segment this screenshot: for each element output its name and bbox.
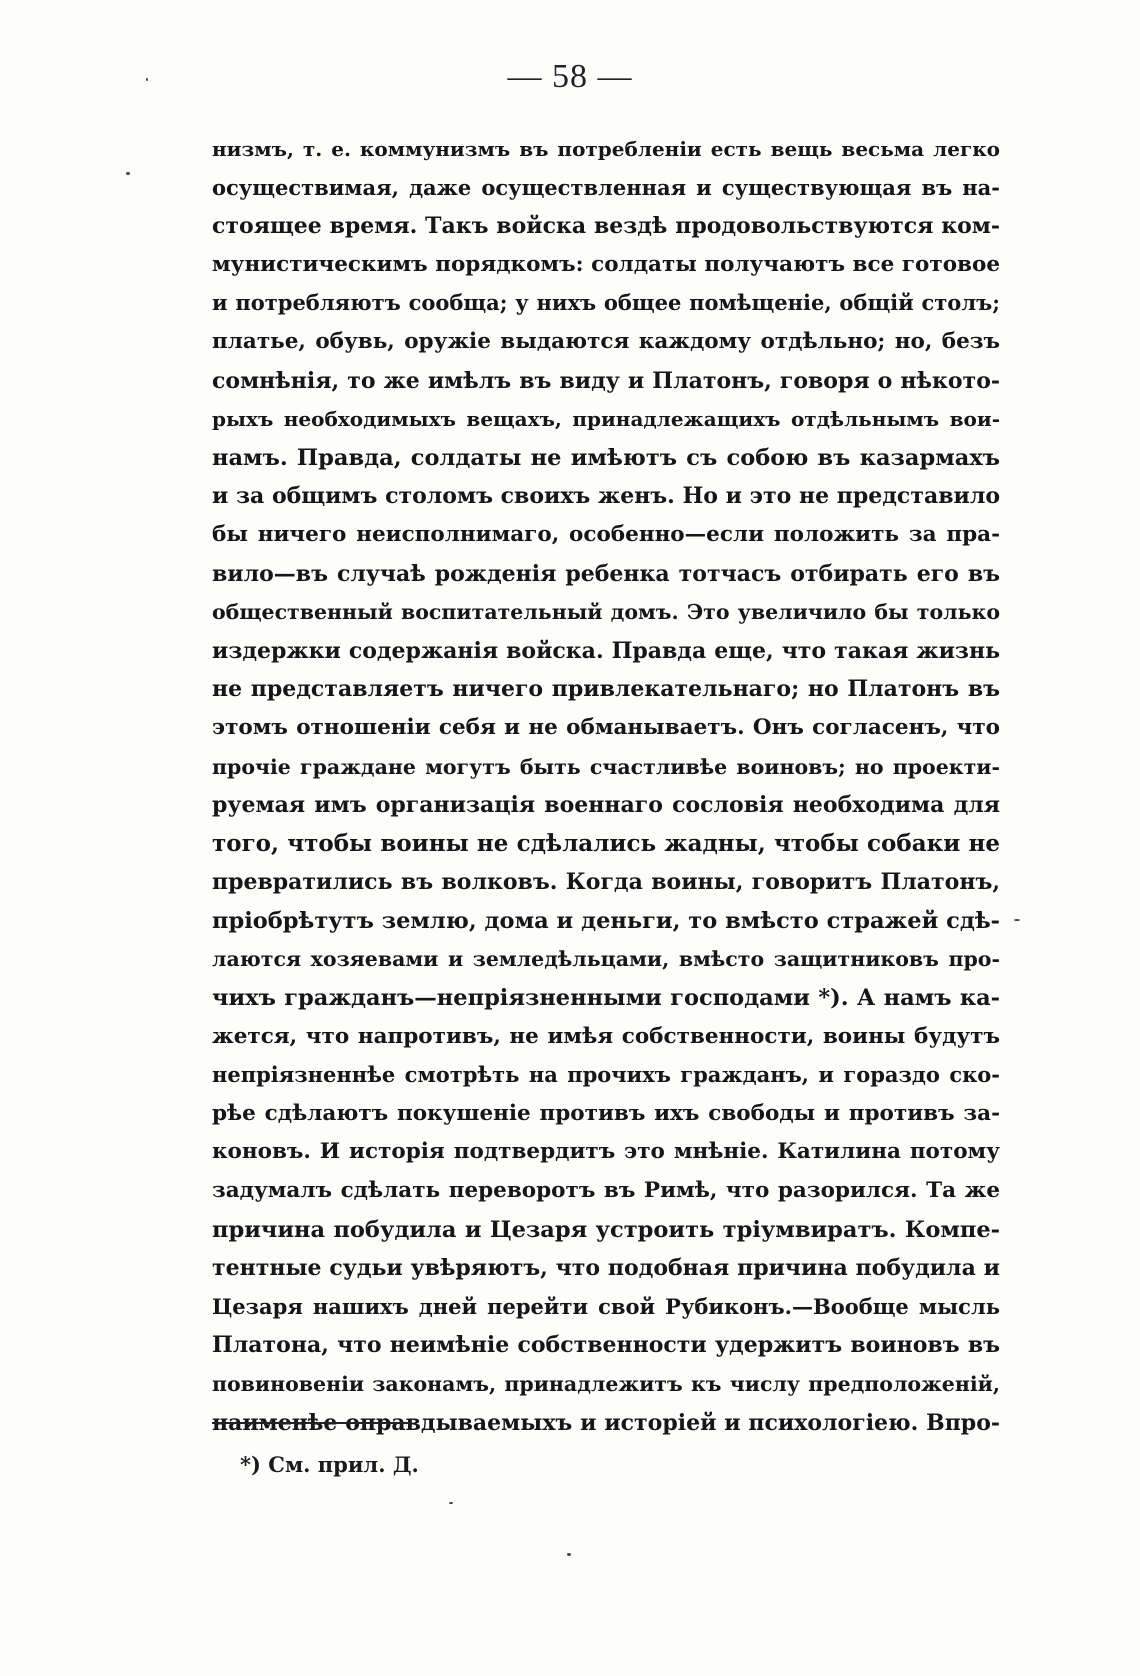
text-line: сомнѣнія, то же имѣлъ въ виду и Платонъ, говоря о нѣкото- — [212, 367, 1000, 394]
text-line: осуществимая, даже осуществленная и существующая въ на- — [212, 174, 1000, 200]
text-line: стоящее время. Такъ войска вездѣ продовольствуются ком- — [212, 213, 1000, 240]
text-line: платье, обувь, оружіе выдаются каждому отдѣльно; но, безъ — [212, 328, 1000, 354]
text-line: непріязненнѣе смотрѣть на прочихъ гражданъ, и гораздо ско- — [212, 1062, 1000, 1088]
text-line: бы ничего неисполнимаго, особенно—если положить за пра- — [212, 521, 1000, 547]
text-line: общественный воспитательный домъ. Это увеличило бы только — [212, 600, 1000, 625]
text-line: коновъ. И исторія подтвердитъ это мнѣніе. Катилина потому — [212, 1139, 1000, 1165]
text-line: тентные судьи увѣряютъ, что подобная причина побудила и — [212, 1255, 1000, 1282]
text-line: причина побудила и Цезаря устроить тріумвиратъ. Компе- — [212, 1216, 1000, 1243]
print-speck — [567, 1553, 571, 1556]
print-speck — [1014, 919, 1020, 921]
text-line: лаются хозяевами и земледѣльцами, вмѣсто защитниковъ про- — [212, 947, 1000, 972]
text-line: мунистическимъ порядкомъ: солдаты получаютъ все готовое — [212, 251, 1000, 277]
print-speck — [126, 172, 130, 175]
print-speck — [449, 1502, 453, 1504]
text-line: намъ. Правда, солдаты не имѣютъ съ собою въ казармахъ — [212, 444, 1000, 471]
text-line: превратились въ волковъ. Когда воины, говоритъ Платонъ, — [212, 869, 1000, 896]
text-line: Цезаря нашихъ дней перейти свой Рубиконъ.—Вообще мысль — [212, 1293, 1000, 1319]
footnote: *) См. прил. Д. — [240, 1452, 419, 1477]
text-line: чихъ гражданъ—непріязненными господами *). А намъ ка- — [212, 985, 1000, 1012]
text-line: низмъ, т. е. коммунизмъ въ потребленіи есть вещь весьма легко — [212, 137, 1000, 161]
text-line: того, чтобы воины не сдѣлались жадны, чтобы собаки не — [212, 829, 1000, 857]
print-speck — [146, 78, 148, 81]
text-line: повиновеніи законамъ, принадлежитъ къ числу предположеній, — [212, 1372, 1000, 1396]
text-line: этомъ отношеніи себя и не обманываетъ. Онъ согласенъ, что — [212, 714, 1000, 740]
text-line: не представляетъ ничего привлекательнаго; но Платонъ въ — [212, 676, 1000, 703]
text-line: издержки содержанія войска. Правда еще, что такая жизнь — [212, 637, 1000, 664]
text-line: и за общимъ столомъ своихъ женъ. Но и это не представило — [212, 483, 1000, 510]
text-line: жется, что напротивъ, не имѣя собственности, воины будутъ — [212, 1023, 1000, 1049]
text-line: наименѣе оправдываемыхъ и исторіей и психологіею. Впро- — [212, 1409, 1000, 1436]
text-line: рыхъ необходимыхъ вещахъ, принадлежащихъ отдѣльнымъ вои- — [212, 407, 1000, 432]
footnote-divider — [212, 1422, 412, 1424]
text-line: и потребляютъ сообща; у нихъ общее помѣщеніе, общій столъ; — [212, 290, 1000, 316]
page-number: — 58 — — [507, 58, 633, 95]
text-line: пріобрѣтутъ землю, дома и деньги, то вмѣсто стражей сдѣ- — [212, 907, 1000, 934]
text-line: задумалъ сдѣлать переворотъ въ Римѣ, что разорился. Та же — [212, 1178, 1000, 1204]
body-text — [212, 130, 1000, 1442]
text-line: руемая имъ организація военнаго сословія необходима для — [212, 792, 1000, 819]
text-line: прочіе граждане могутъ быть счастливѣе воиновъ; но проекти- — [212, 754, 1000, 779]
text-line: рѣе сдѣлаютъ покушеніе противъ ихъ свободы и противъ за- — [212, 1100, 1000, 1126]
text-line: Платона, что неимѣніе собственности удержитъ воиновъ въ — [212, 1332, 1000, 1359]
text-line: вило—въ случаѣ рожденія ребенка тотчасъ отбирать его въ — [212, 560, 1000, 587]
